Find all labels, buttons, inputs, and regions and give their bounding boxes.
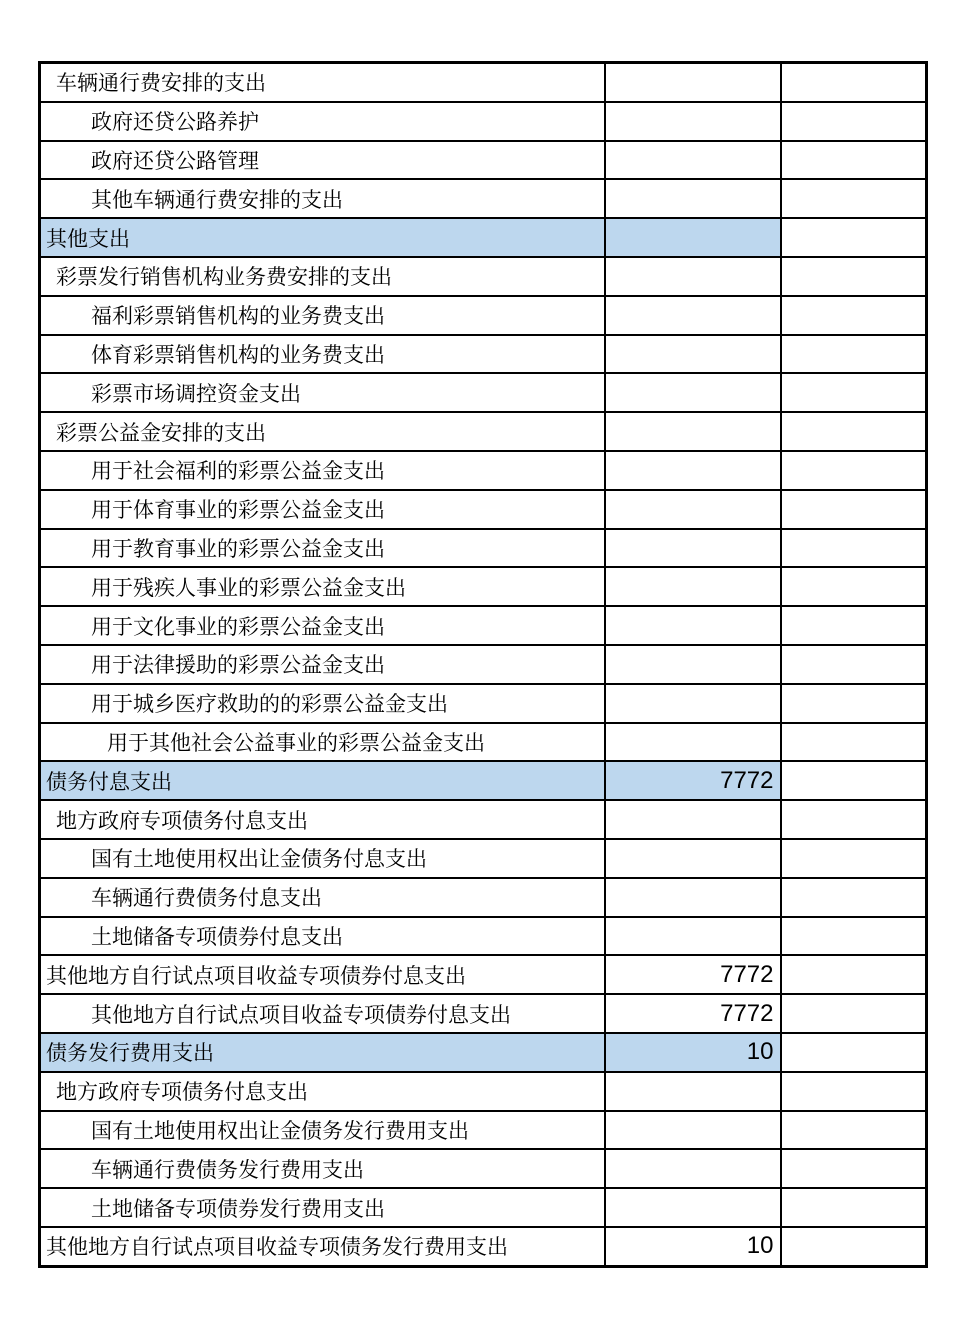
table-row xyxy=(40,451,927,490)
table-row xyxy=(40,917,927,956)
table-row xyxy=(40,179,927,218)
extra-cell[interactable] xyxy=(781,335,927,374)
table-row xyxy=(40,723,927,762)
item-cell[interactable]: 车辆通行费安排的支出 xyxy=(40,63,605,102)
extra-cell[interactable] xyxy=(781,567,927,606)
item-cell[interactable]: 用于其他社会公益事业的彩票公益金支出 xyxy=(40,723,605,762)
table-row xyxy=(40,1188,927,1227)
value-cell[interactable] xyxy=(605,490,781,529)
extra-cell[interactable] xyxy=(781,490,927,529)
table-row xyxy=(40,63,927,102)
table-row xyxy=(40,684,927,723)
item-cell[interactable]: 债务发行费用支出 xyxy=(40,1033,605,1072)
budget-table xyxy=(38,61,928,1268)
item-cell[interactable]: 福利彩票销售机构的业务费支出 xyxy=(40,296,605,335)
item-cell[interactable]: 彩票市场调控资金支出 xyxy=(40,373,605,412)
extra-cell[interactable] xyxy=(781,955,927,994)
item-cell[interactable]: 用于社会福利的彩票公益金支出 xyxy=(40,451,605,490)
table-row xyxy=(40,567,927,606)
value-cell[interactable] xyxy=(605,141,781,180)
extra-cell[interactable] xyxy=(781,257,927,296)
extra-cell[interactable] xyxy=(781,141,927,180)
extra-cell[interactable] xyxy=(781,1188,927,1227)
extra-cell[interactable] xyxy=(781,1149,927,1188)
extra-cell[interactable] xyxy=(781,218,927,257)
value-cell[interactable] xyxy=(605,839,781,878)
item-cell[interactable]: 车辆通行费债务发行费用支出 xyxy=(40,1149,605,1188)
value-cell[interactable] xyxy=(605,645,781,684)
extra-cell[interactable] xyxy=(781,1111,927,1150)
table-row xyxy=(40,1149,927,1188)
table-row xyxy=(40,373,927,412)
value-cell[interactable] xyxy=(605,335,781,374)
value-cell[interactable]: 7772 xyxy=(605,761,781,800)
value-cell[interactable] xyxy=(605,800,781,839)
value-cell[interactable] xyxy=(605,412,781,451)
table-row xyxy=(40,645,927,684)
item-cell[interactable]: 地方政府专项债务付息支出 xyxy=(40,1072,605,1111)
table-row xyxy=(40,800,927,839)
extra-cell[interactable] xyxy=(781,800,927,839)
item-cell[interactable]: 用于残疾人事业的彩票公益金支出 xyxy=(40,567,605,606)
value-cell[interactable]: 10 xyxy=(605,1033,781,1072)
item-cell[interactable]: 用于体育事业的彩票公益金支出 xyxy=(40,490,605,529)
extra-cell[interactable] xyxy=(781,645,927,684)
item-cell[interactable]: 用于城乡医疗救助的的彩票公益金支出 xyxy=(40,684,605,723)
table-row xyxy=(40,1227,927,1266)
item-cell[interactable]: 车辆通行费债务付息支出 xyxy=(40,878,605,917)
extra-cell[interactable] xyxy=(781,1033,927,1072)
item-cell[interactable]: 债务付息支出 xyxy=(40,761,605,800)
item-cell[interactable]: 用于教育事业的彩票公益金支出 xyxy=(40,529,605,568)
extra-cell[interactable] xyxy=(781,102,927,141)
value-cell[interactable] xyxy=(605,1188,781,1227)
item-cell[interactable]: 用于法律援助的彩票公益金支出 xyxy=(40,645,605,684)
value-cell[interactable] xyxy=(605,684,781,723)
value-cell[interactable] xyxy=(605,1072,781,1111)
item-cell[interactable]: 其他地方自行试点项目收益专项债券付息支出 xyxy=(40,955,605,994)
extra-cell[interactable] xyxy=(781,1227,927,1266)
extra-cell[interactable] xyxy=(781,878,927,917)
extra-cell[interactable] xyxy=(781,1072,927,1111)
item-cell[interactable]: 其他地方自行试点项目收益专项债券付息支出 xyxy=(40,994,605,1033)
value-cell[interactable] xyxy=(605,567,781,606)
extra-cell[interactable] xyxy=(781,373,927,412)
item-cell[interactable]: 政府还贷公路养护 xyxy=(40,102,605,141)
value-cell[interactable] xyxy=(605,218,781,257)
item-cell[interactable]: 其他地方自行试点项目收益专项债务发行费用支出 xyxy=(40,1227,605,1266)
value-cell[interactable]: 10 xyxy=(605,1227,781,1266)
extra-cell[interactable] xyxy=(781,761,927,800)
value-cell[interactable] xyxy=(605,917,781,956)
table-body xyxy=(40,63,927,1267)
value-cell[interactable] xyxy=(605,1111,781,1150)
item-cell[interactable]: 彩票发行销售机构业务费安排的支出 xyxy=(40,257,605,296)
item-cell[interactable]: 其他车辆通行费安排的支出 xyxy=(40,179,605,218)
value-cell[interactable] xyxy=(605,529,781,568)
item-cell[interactable]: 土地储备专项债券发行费用支出 xyxy=(40,1188,605,1227)
table-row xyxy=(40,1072,927,1111)
table-row xyxy=(40,141,927,180)
table-row xyxy=(40,761,927,800)
table-row xyxy=(40,490,927,529)
value-cell[interactable]: 7772 xyxy=(605,955,781,994)
table-row xyxy=(40,1111,927,1150)
table-row xyxy=(40,994,927,1033)
value-cell[interactable] xyxy=(605,373,781,412)
extra-cell[interactable] xyxy=(781,179,927,218)
item-cell[interactable]: 政府还贷公路管理 xyxy=(40,141,605,180)
item-cell[interactable]: 地方政府专项债务付息支出 xyxy=(40,800,605,839)
extra-cell[interactable] xyxy=(781,723,927,762)
table-row xyxy=(40,529,927,568)
extra-cell[interactable] xyxy=(781,994,927,1033)
item-cell[interactable]: 国有土地使用权出让金债务付息支出 xyxy=(40,839,605,878)
value-cell[interactable] xyxy=(605,296,781,335)
value-cell[interactable] xyxy=(605,257,781,296)
table-row xyxy=(40,296,927,335)
extra-cell[interactable] xyxy=(781,917,927,956)
value-cell[interactable] xyxy=(605,606,781,645)
value-cell[interactable] xyxy=(605,102,781,141)
table-row xyxy=(40,839,927,878)
value-cell[interactable] xyxy=(605,63,781,102)
table-row xyxy=(40,878,927,917)
extra-cell[interactable] xyxy=(781,529,927,568)
table-row xyxy=(40,955,927,994)
item-cell[interactable]: 体育彩票销售机构的业务费支出 xyxy=(40,335,605,374)
value-cell[interactable] xyxy=(605,179,781,218)
item-cell[interactable]: 彩票公益金安排的支出 xyxy=(40,412,605,451)
extra-cell[interactable] xyxy=(781,296,927,335)
extra-cell[interactable] xyxy=(781,839,927,878)
table-row xyxy=(40,335,927,374)
value-cell[interactable] xyxy=(605,451,781,490)
extra-cell[interactable] xyxy=(781,63,927,102)
item-cell[interactable]: 国有土地使用权出让金债务发行费用支出 xyxy=(40,1111,605,1150)
extra-cell[interactable] xyxy=(781,412,927,451)
extra-cell[interactable] xyxy=(781,606,927,645)
table-row xyxy=(40,257,927,296)
value-cell[interactable]: 7772 xyxy=(605,994,781,1033)
extra-cell[interactable] xyxy=(781,684,927,723)
extra-cell[interactable] xyxy=(781,451,927,490)
table-row xyxy=(40,102,927,141)
item-cell[interactable]: 其他支出 xyxy=(40,218,605,257)
table-row xyxy=(40,1033,927,1072)
table-row xyxy=(40,218,927,257)
table-row xyxy=(40,606,927,645)
item-cell[interactable]: 用于文化事业的彩票公益金支出 xyxy=(40,606,605,645)
value-cell[interactable] xyxy=(605,723,781,762)
value-cell[interactable] xyxy=(605,1149,781,1188)
table-row xyxy=(40,412,927,451)
value-cell[interactable] xyxy=(605,878,781,917)
item-cell[interactable]: 土地储备专项债券付息支出 xyxy=(40,917,605,956)
